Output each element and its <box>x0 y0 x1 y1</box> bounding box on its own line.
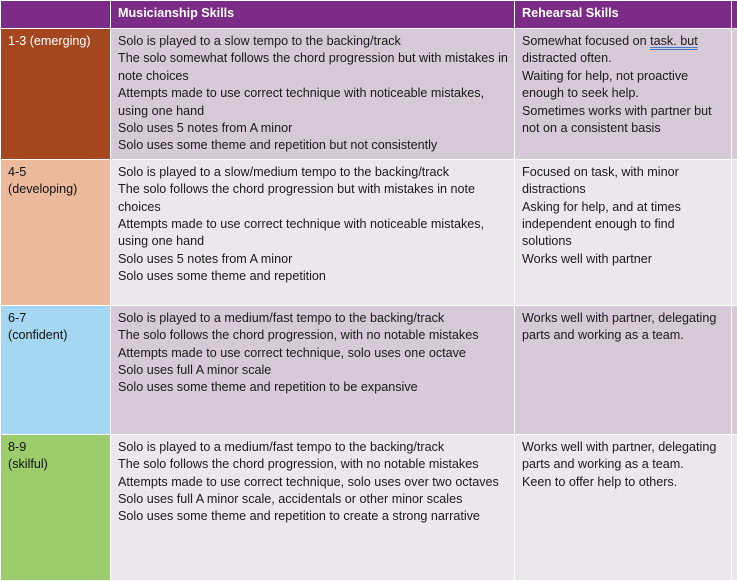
criterion-text: Solo uses full A minor scale <box>118 362 508 379</box>
criterion-text: Attempts made to use correct technique, solo uses one octave <box>118 345 508 362</box>
rehearsal-cell <box>515 159 732 305</box>
header-rehearsal: Rehearsal Skills <box>515 1 732 29</box>
criterion-text: Keen to offer help to others. <box>522 474 725 491</box>
level-label: 8-9 <box>8 439 104 456</box>
criterion-text: The solo follows the chord progression, with no notable mistakes <box>118 456 508 473</box>
criterion-text: Attempts made to use correct technique, solo uses over two octaves <box>118 474 508 491</box>
criterion-text: Sometimes works with partner but not on a consistent basis <box>522 103 725 138</box>
criterion-text: Asking for help, and at times independent enough to find solutions <box>522 199 725 251</box>
criterion-text: Works well with partner, delegating parts and working as a team. <box>522 310 725 345</box>
criterion-text <box>522 33 725 68</box>
level-name: (skilful) <box>8 456 104 473</box>
criterion-text: The solo follows the chord progression but with mistakes in note choices <box>118 181 508 216</box>
criterion-text-suffix: distracted often. <box>522 51 612 65</box>
criterion-text: Attempts made to use correct technique with noticeable mistakes, using one hand <box>118 85 508 120</box>
musicianship-cell <box>111 305 515 434</box>
table-row <box>1 305 737 434</box>
criterion-text: The solo somewhat follows the chord progression but with mistakes in note choices <box>118 50 508 85</box>
level-label: 6-7 <box>8 310 104 327</box>
criterion-text: Solo is played to a slow tempo to the backing/track <box>118 33 508 50</box>
table-row <box>1 159 737 305</box>
criterion-text: Attempts made to use correct technique with noticeable mistakes, using one hand <box>118 216 508 251</box>
edge-cell <box>732 305 737 434</box>
rehearsal-cell <box>515 434 732 580</box>
criterion-text: Works well with partner <box>522 251 725 268</box>
criterion-text: Solo is played to a medium/fast tempo to the backing/track <box>118 439 508 456</box>
criterion-text: Solo uses some theme and repetition to create a strong narrative <box>118 508 508 525</box>
criterion-text: Solo uses some theme and repetition but not consistently <box>118 137 508 154</box>
edge-cell <box>732 29 737 160</box>
table-row <box>1 29 737 160</box>
criterion-text: Solo uses 5 notes from A minor <box>118 251 508 268</box>
criterion-text: The solo follows the chord progression, with no notable mistakes <box>118 327 508 344</box>
level-label: 1-3 (emerging) <box>8 33 104 50</box>
rehearsal-cell <box>515 305 732 434</box>
criterion-text: Solo uses some theme and repetition <box>118 268 508 285</box>
criterion-text: Waiting for help, not proactive enough to seek help. <box>522 68 725 103</box>
musicianship-cell <box>111 434 515 580</box>
header-musicianship: Musicianship Skills <box>111 1 515 29</box>
level-label: 4-5 <box>8 164 104 181</box>
level-cell <box>1 29 111 160</box>
header-row <box>1 1 737 29</box>
spellcheck-flagged-text[interactable]: task. but <box>650 34 698 48</box>
criterion-text: Solo uses some theme and repetition to be expansive <box>118 379 508 396</box>
criterion-text: Solo is played to a medium/fast tempo to the backing/track <box>118 310 508 327</box>
header-level-cell <box>1 1 111 29</box>
musicianship-cell <box>111 159 515 305</box>
edge-cell <box>732 159 737 305</box>
level-cell <box>1 159 111 305</box>
criterion-text: Solo uses full A minor scale, accidentals or other minor scales <box>118 491 508 508</box>
rehearsal-cell <box>515 29 732 160</box>
musicianship-cell <box>111 29 515 160</box>
criterion-text: Solo uses 5 notes from A minor <box>118 120 508 137</box>
level-name: (confident) <box>8 327 104 344</box>
criterion-text: Focused on task, with minor distractions <box>522 164 725 199</box>
edge-cell <box>732 434 737 580</box>
level-cell <box>1 434 111 580</box>
level-cell <box>1 305 111 434</box>
criterion-text-prefix: Somewhat focused on <box>522 34 650 48</box>
table-row <box>1 434 737 580</box>
criterion-text: Works well with partner, delegating parts and working as a team. <box>522 439 725 474</box>
criterion-text: Solo is played to a slow/medium tempo to the backing/track <box>118 164 508 181</box>
header-edge-cell <box>732 1 737 29</box>
level-name: (developing) <box>8 181 104 198</box>
